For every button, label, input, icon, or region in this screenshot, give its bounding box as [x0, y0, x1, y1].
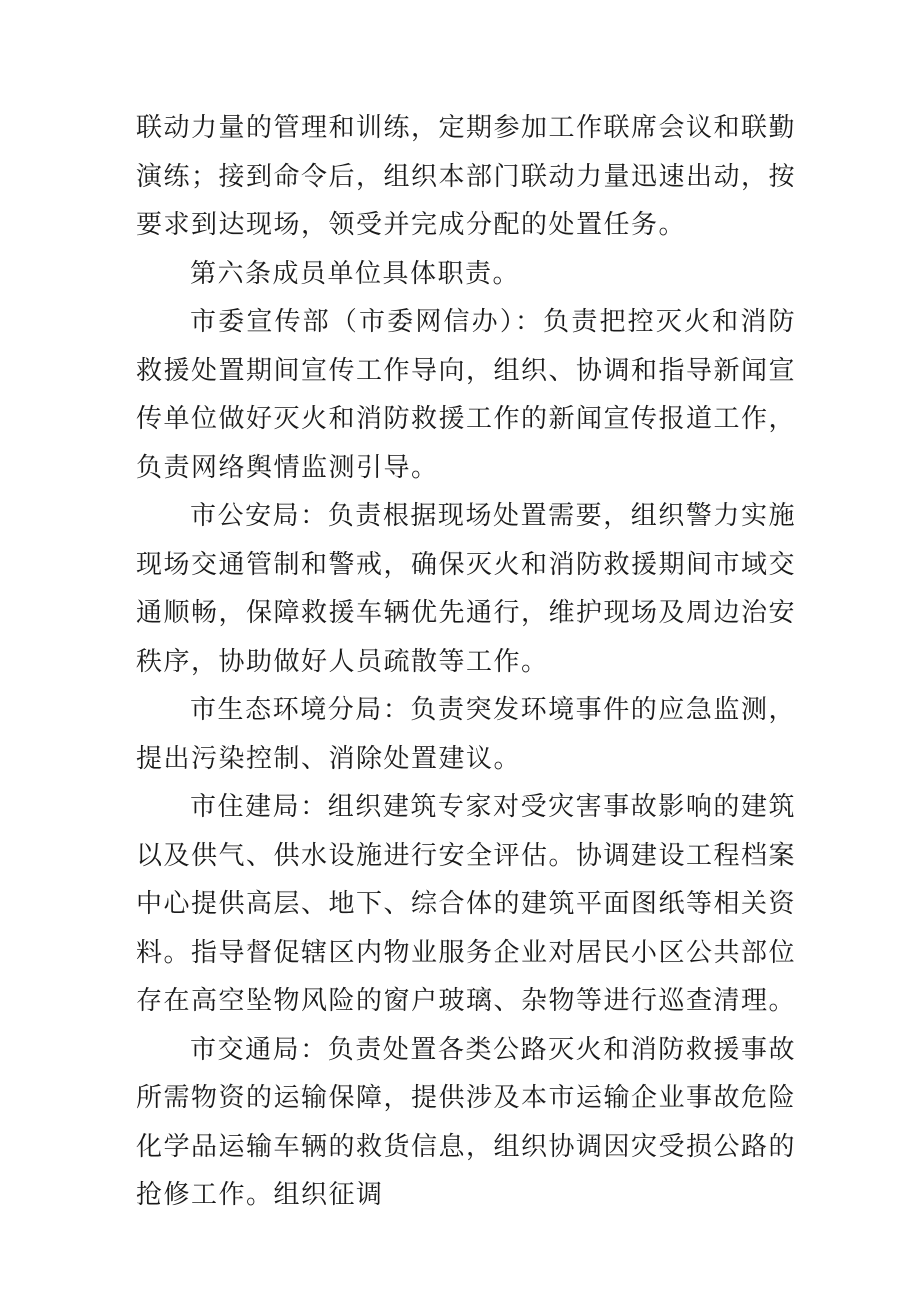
paragraph-housing-construction: 市住建局：组织建筑专家对受灾害事故影响的建筑以及供气、供水设施进行安全评估。协调建设工程档案中心提供高层、地下、综合体的建筑平面图纸等相关资料。指导督促辖区内物业服务企业对居民小区公共部位存在高空坠物风险的窗户玻璃、杂物等进行巡查清理。: [136, 792, 797, 1016]
paragraph-ecology-environment: 市生态环境分局：负责突发环境事件的应急监测，提出污染控制、消除处置建议。: [136, 695, 796, 774]
article-heading: 第六条成员单位具体职责。: [190, 258, 521, 289]
paragraph-transportation: 市交通局：负责处置各类公路灭火和消防救援事故所需物资的运输保障，提供涉及本市运输企业事故危险化学品运输车辆的救货信息，组织协调因灾受损公路的抢修工作。组织征调: [136, 1034, 797, 1210]
document-body: [136, 104, 796, 1220]
paragraph-continuation: 联动力量的管理和训练，定期参加工作联席会议和联勤演练；接到命令后，组织本部门联动力量迅速出动，按要求到达现场，领受并完成分配的处置任务。: [136, 113, 797, 240]
paragraph-public-security: 市公安局：负责根据现场处置需要，组织警力实施现场交通管制和警戒，确保灭火和消防救援期间市域交通顺畅，保障救援车辆优先通行，维护现场及周边治安秩序，协助做好人员疏散等工作。: [136, 501, 797, 677]
paragraph-propaganda-dept: 市委宣传部（市委网信办）：负责把控灭火和消防救援处置期间宣传工作导向，组织、协调和指导新闻宣传单位做好灭火和消防救援工作的新闻宣传报道工作，负责网络舆情监测引导。: [136, 307, 797, 483]
